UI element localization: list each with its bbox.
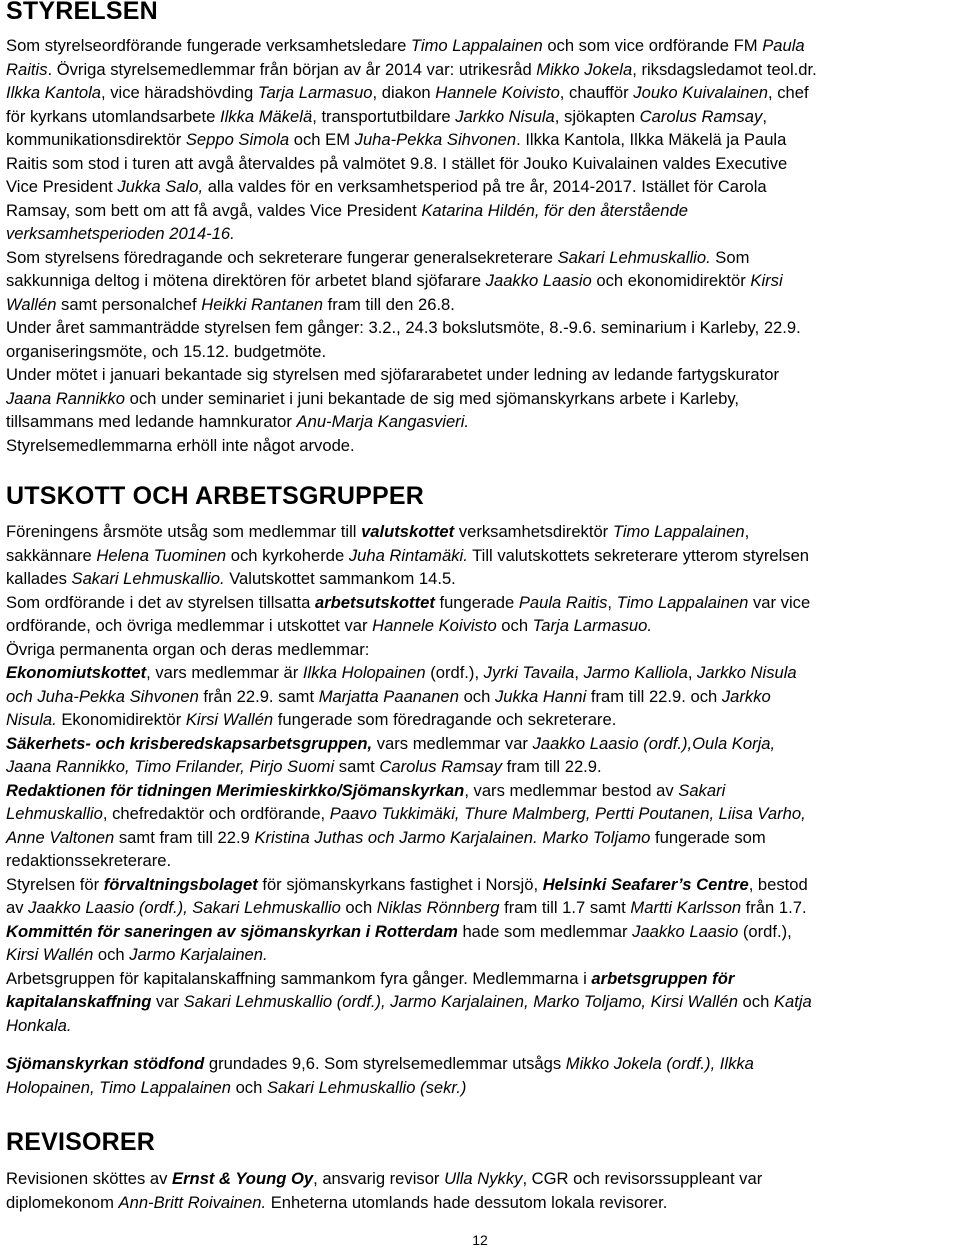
- text-span: och: [496, 616, 533, 635]
- text-line: [6, 1191, 762, 1215]
- text-span: Ekonomidirektör: [56, 710, 186, 729]
- text-span: arbetsutskottet: [314, 592, 435, 612]
- text-span: och under seminariet i juni bekantade de sig med sjömanskyrkans arbete i Karleby,: [125, 388, 740, 408]
- text-line: [6, 826, 812, 850]
- text-span: fram till 22.9. och: [586, 686, 722, 706]
- text-span: Jarkko Nisula: [455, 106, 555, 126]
- text-span: Wallén: [6, 294, 57, 314]
- text-span: Anu-Marja Kangasvieri.: [296, 412, 469, 431]
- text-span: [6, 663, 146, 682]
- text-span: , chefredaktör och ordförande,: [102, 804, 330, 823]
- text-line: [6, 34, 817, 58]
- text-span: Sjömanskyrkan stödfond: [6, 1054, 205, 1073]
- text-span: Revisionen sköttes av: [6, 1169, 173, 1188]
- text-span: [6, 992, 151, 1011]
- page-number: 12: [472, 1232, 488, 1248]
- text-line: [6, 58, 817, 82]
- text-span: Helena Tuominen: [96, 545, 227, 565]
- text-span: Raitis som stod i turen att avgå återvaldes på valmötet 9.8. I stället för Jouko Kuivalainen valdes Executive: [6, 153, 788, 173]
- text-line: [6, 990, 812, 1014]
- text-span: Kirsi: [750, 271, 783, 290]
- text-line: [6, 943, 812, 967]
- text-span: , ansvarig revisor: [313, 1169, 445, 1188]
- text-span: Seppo Simola: [185, 130, 290, 149]
- text-line: [6, 316, 817, 340]
- text-line: [6, 520, 812, 544]
- text-span: Helsinki Seafarer’s Centre: [542, 874, 749, 894]
- text-line: [6, 661, 812, 685]
- text-line: [6, 779, 812, 803]
- text-span: Heikki Rantanen: [201, 294, 323, 314]
- text-span: Mikko Jokela (ordf.), Ilkka: [565, 1054, 754, 1073]
- text-span: verksamhetsperioden 2014-16.: [6, 224, 235, 243]
- text-span: och: [737, 992, 774, 1011]
- text-span: samt fram till 22.9: [114, 827, 255, 847]
- text-span: Sakari Lehmuskallio (sekr.): [266, 1077, 467, 1097]
- text-span: [6, 1054, 204, 1073]
- text-span: Ernst & Young Oy: [172, 1169, 314, 1188]
- text-span: . Ilkka Kantola, Ilkka Mäkelä ja Paula: [516, 130, 787, 149]
- text-line: [6, 293, 817, 317]
- text-span: Som ordförande i det av styrelsen tillsatta: [6, 592, 315, 612]
- text-span: Som: [710, 247, 750, 267]
- text-span: Holopainen, Timo Lappalainen: [6, 1077, 231, 1097]
- text-span: Anne Valtonen: [6, 827, 115, 847]
- text-span: fram till 1.7 samt: [499, 898, 631, 917]
- text-span: Vice President: [6, 177, 118, 196]
- text-span: Lehmuskallio: [6, 804, 103, 823]
- text-span: och: [458, 686, 495, 706]
- text-span: ,: [762, 106, 767, 126]
- text-span: Jarkko: [721, 686, 771, 706]
- text-line: [6, 222, 817, 246]
- text-span: Honkala.: [6, 1015, 72, 1035]
- paragraph-revisorer: [6, 1167, 762, 1214]
- text-span: Ilkka Kantola: [6, 83, 102, 102]
- text-span: , sjökapten: [554, 106, 640, 126]
- text-span: fungerade som: [650, 827, 766, 847]
- text-span: verksamhetsdirektör: [454, 522, 613, 541]
- text-span: Timo Lappalainen: [612, 522, 745, 541]
- text-span: Jaakko Laasio (ordf.), Sakari Lehmuskallio: [28, 898, 341, 917]
- text-span: Som styrelsens föredragande och sekreterare fungerar generalsekreterare: [6, 247, 558, 267]
- text-span: ,: [744, 522, 750, 541]
- text-span: , chef: [767, 83, 809, 102]
- text-line: [6, 755, 812, 779]
- text-span: , transportutbildare: [312, 106, 456, 126]
- text-span: Nisula.: [6, 710, 57, 729]
- text-span: grundades 9,6. Som styrelsemedlemmar utsågs: [204, 1054, 566, 1073]
- text-span: [543, 875, 749, 894]
- text-span: , chaufför: [559, 83, 634, 102]
- text-span: från 1.7.: [741, 898, 807, 917]
- text-span: förvaltningsbolaget: [103, 874, 258, 894]
- text-span: Jaakko Laasio (ordf.),Oula Korja,: [532, 733, 776, 753]
- text-line: [6, 410, 817, 434]
- text-span: [315, 593, 435, 612]
- text-span: Säkerhets- och krisberedskapsarbetsgruppen,: [6, 733, 373, 753]
- text-span: ,: [574, 663, 584, 682]
- text-span: Katarina Hildén, för den återstående: [421, 200, 688, 220]
- text-span: [172, 1169, 313, 1188]
- text-span: valutskottet: [361, 522, 455, 541]
- text-span: , vars medlemmar bestod av: [464, 780, 679, 800]
- text-span: och EM: [289, 130, 355, 149]
- text-span: samt personalchef: [56, 294, 202, 314]
- paragraph-styrelsen: [6, 34, 817, 457]
- text-span: , riksdagsledamot teol.dr.: [632, 59, 817, 79]
- text-span: Raitis: [6, 59, 48, 79]
- text-span: Tarja Larmasuo.: [532, 616, 652, 635]
- text-span: [591, 969, 734, 988]
- text-span: Carolus Ramsay: [379, 757, 503, 776]
- text-line: [6, 246, 817, 270]
- text-span: fram till 22.9.: [502, 757, 602, 776]
- text-span: Ekonomiutskottet: [6, 663, 147, 682]
- text-span: Sakari: [678, 780, 726, 800]
- text-span: Jukka Hanni: [494, 686, 587, 706]
- text-span: och som vice ordförande FM: [542, 36, 763, 55]
- text-span: kommunikationsdirektör: [6, 130, 186, 149]
- text-span: för sjömanskyrkans fastighet i Norsjö,: [257, 874, 543, 894]
- text-span: diplomekonom: [6, 1192, 119, 1212]
- text-span: kapitalanskaffning: [6, 992, 152, 1011]
- text-span: ordförande, och övriga medlemmar i utskottet var: [6, 616, 373, 635]
- text-span: , CGR och revisorssuppleant var: [522, 1169, 763, 1188]
- text-span: , bestod: [748, 874, 808, 894]
- text-span: fram till den 26.8.: [323, 294, 455, 314]
- text-span: fungerade: [434, 592, 519, 612]
- text-span: Styrelsen för: [6, 874, 104, 894]
- text-line: [6, 567, 812, 591]
- text-span: Ramsay, som bett om att få avgå, valdes Vice President: [6, 200, 422, 220]
- text-line: [6, 175, 817, 199]
- text-span: var: [151, 992, 184, 1011]
- text-line: [6, 1076, 754, 1100]
- text-span: tillsammans med ledande hamnkurator: [6, 412, 297, 431]
- text-span: Martti Karlsson: [630, 898, 742, 917]
- text-span: , diakon: [372, 83, 436, 102]
- text-span: Sakari Lehmuskallio.: [557, 247, 711, 267]
- text-span: vars medlemmar var: [372, 733, 533, 753]
- text-line: [6, 152, 817, 176]
- text-span: Juha Rintamäki.: [348, 545, 468, 565]
- text-span: Ulla Nykky: [444, 1169, 523, 1188]
- text-span: Övriga permanenta organ och deras medlemmar:: [6, 639, 370, 659]
- text-span: arbetsgruppen för: [591, 968, 735, 988]
- text-span: Jarkko Nisula: [697, 663, 797, 682]
- text-span: Kirsi Wallén: [185, 710, 274, 729]
- text-span: organiseringsmöte, och 15.12. budgetmöte.: [6, 341, 327, 361]
- text-span: sakkännare: [6, 545, 97, 565]
- text-span: kallades: [6, 569, 72, 588]
- text-line: [6, 638, 812, 662]
- text-span: [6, 922, 458, 941]
- text-span: för kyrkans utomlandsarbete: [6, 106, 220, 126]
- text-span: från 22.9. samt: [198, 686, 319, 706]
- text-span: Som styrelseordförande fungerade verksamhetsledare: [6, 36, 411, 55]
- text-span: Carolus Ramsay: [639, 106, 763, 126]
- text-span: , vars medlemmar är: [146, 663, 303, 682]
- text-span: Paavo Tukkimäki, Thure Malmberg, Pertti Poutanen, Liisa Varho,: [329, 804, 806, 823]
- text-line: [6, 685, 812, 709]
- text-span: Jaana Rannikko: [6, 388, 126, 408]
- text-span: Timo Lappalainen: [410, 36, 543, 55]
- text-span: ,: [607, 592, 617, 612]
- text-line: [6, 544, 812, 568]
- text-line: [6, 920, 812, 944]
- text-span: Jarmo Kalliola: [583, 663, 688, 682]
- text-span: var vice: [748, 592, 811, 612]
- text-span: ,: [687, 663, 698, 682]
- text-line: [6, 849, 812, 873]
- text-span: Jyrki Tavaila: [483, 663, 575, 682]
- text-span: Paula: [762, 36, 805, 55]
- text-line: [6, 128, 817, 152]
- text-span: [6, 781, 464, 800]
- text-span: Jarmo Karjalainen.: [129, 945, 268, 964]
- text-span: Paula Raitis: [518, 592, 608, 612]
- text-span: Jouko Kuivalainen: [633, 83, 768, 102]
- text-span: Jaakko Laasio: [485, 271, 592, 290]
- text-span: redaktionssekreterare.: [6, 851, 172, 870]
- text-span: , vice häradshövding: [101, 83, 258, 102]
- text-line: [6, 269, 817, 293]
- paragraph-stodfond: [6, 1052, 754, 1099]
- text-span: Hannele Koivisto: [372, 616, 497, 635]
- text-span: Mikko Jokela: [536, 59, 633, 79]
- text-line: [6, 434, 817, 458]
- text-span: [6, 734, 372, 753]
- text-span: Kommittén för saneringen av sjömanskyrkan i Rotterdam: [6, 921, 458, 941]
- text-span: Under året sammanträdde styrelsen fem gånger: 3.2., 24.3 bokslutsmöte, 8.-9.6. seminarium i Karleby, 22.9.: [6, 318, 801, 337]
- text-span: [104, 875, 258, 894]
- heading-revisorer: REVISORER: [6, 1128, 156, 1156]
- text-span: av: [6, 898, 29, 917]
- heading-utskott: UTSKOTT OCH ARBETSGRUPPER: [6, 482, 424, 510]
- text-line: [6, 708, 812, 732]
- text-span: [361, 522, 454, 541]
- text-span: och: [340, 898, 377, 917]
- text-line: [6, 614, 812, 638]
- text-span: (ordf.),: [425, 663, 484, 682]
- text-span: sakkunniga deltog i mötena direktören för arbetet bland sjöfarare: [6, 271, 486, 290]
- text-span: Föreningens årsmöte utsåg som medlemmar till: [6, 522, 362, 541]
- text-span: Sakari Lehmuskallio.: [71, 569, 225, 588]
- text-line: [6, 802, 812, 826]
- text-span: Styrelsemedlemmarna erhöll inte något arvode.: [6, 435, 355, 455]
- text-span: Ann-Britt Roivainen.: [118, 1192, 267, 1212]
- text-span: och ekonomidirektör: [591, 271, 751, 290]
- text-line: [6, 591, 812, 615]
- text-span: Juha-Pekka Sihvonen: [354, 130, 517, 149]
- text-span: samt: [334, 757, 380, 776]
- text-span: Arbetsgruppen för kapitalanskaffning sammankom fyra gånger. Medlemmarna i: [6, 968, 592, 988]
- text-line: [6, 1014, 812, 1038]
- text-line: [6, 340, 817, 364]
- text-span: och: [230, 1077, 267, 1097]
- text-line: [6, 1167, 762, 1191]
- text-line: [6, 199, 817, 223]
- text-span: Kristina Juthas och Jarmo Karjalainen. Marko Toljamo: [254, 827, 651, 847]
- text-line: [6, 967, 812, 991]
- text-span: Jaana Rannikko, Timo Frilander, Pirjo Suomi: [6, 757, 335, 776]
- text-span: alla valdes för en verksamhetsperiod på tre år, 2014-2017. Istället för Carola: [203, 177, 767, 196]
- text-span: . Övriga styrelsemedlemmar från början av år 2014 var: utrikesråd: [47, 59, 537, 79]
- text-span: Ilkka Mäkelä: [219, 106, 313, 126]
- text-span: (ordf.),: [738, 921, 792, 941]
- text-span: Marjatta Paananen: [318, 686, 459, 706]
- text-span: Jukka Salo,: [117, 177, 204, 196]
- text-line: [6, 105, 817, 129]
- text-line: [6, 363, 817, 387]
- text-span: Kirsi Wallén: [6, 945, 94, 964]
- text-span: hade som medlemmar: [457, 921, 633, 941]
- text-span: och kyrkoherde: [226, 545, 349, 565]
- text-line: [6, 387, 817, 411]
- text-span: Jaakko Laasio: [632, 921, 739, 941]
- text-span: Redaktionen för tidningen Merimieskirkko/Sjömanskyrkan: [6, 780, 465, 800]
- text-span: Tarja Larmasuo: [257, 83, 373, 102]
- text-span: Sakari Lehmuskallio (ordf.), Jarmo Karjalainen, Marko Toljamo, Kirsi Wallén: [183, 992, 738, 1011]
- text-line: [6, 81, 817, 105]
- heading-styrelsen: STYRELSEN: [6, 0, 158, 25]
- text-line: [6, 896, 812, 920]
- text-span: Under mötet i januari bekantade sig styrelsen med sjöfararabetet under ledning av ledande fartygskurator: [6, 365, 779, 384]
- text-span: Timo Lappalainen: [616, 592, 749, 612]
- text-line: [6, 873, 812, 897]
- text-span: Valutskottet sammankom 14.5.: [224, 569, 456, 588]
- text-line: [6, 732, 812, 756]
- paragraph-utskott: [6, 520, 812, 1037]
- text-span: Katja: [773, 992, 812, 1011]
- text-span: Niklas Rönnberg: [376, 898, 500, 917]
- text-span: och Juha-Pekka Sihvonen: [6, 686, 199, 706]
- text-span: Till valutskottets sekreterare ytterom styrelsen: [467, 545, 810, 565]
- text-span: Enheterna utomlands hade dessutom lokala revisorer.: [266, 1192, 668, 1212]
- text-span: fungerade som föredragande och sekreterare.: [273, 710, 617, 729]
- text-span: Ilkka Holopainen: [302, 663, 426, 682]
- text-line: [6, 1052, 754, 1076]
- text-span: och: [93, 945, 130, 964]
- text-span: Hannele Koivisto: [435, 83, 560, 102]
